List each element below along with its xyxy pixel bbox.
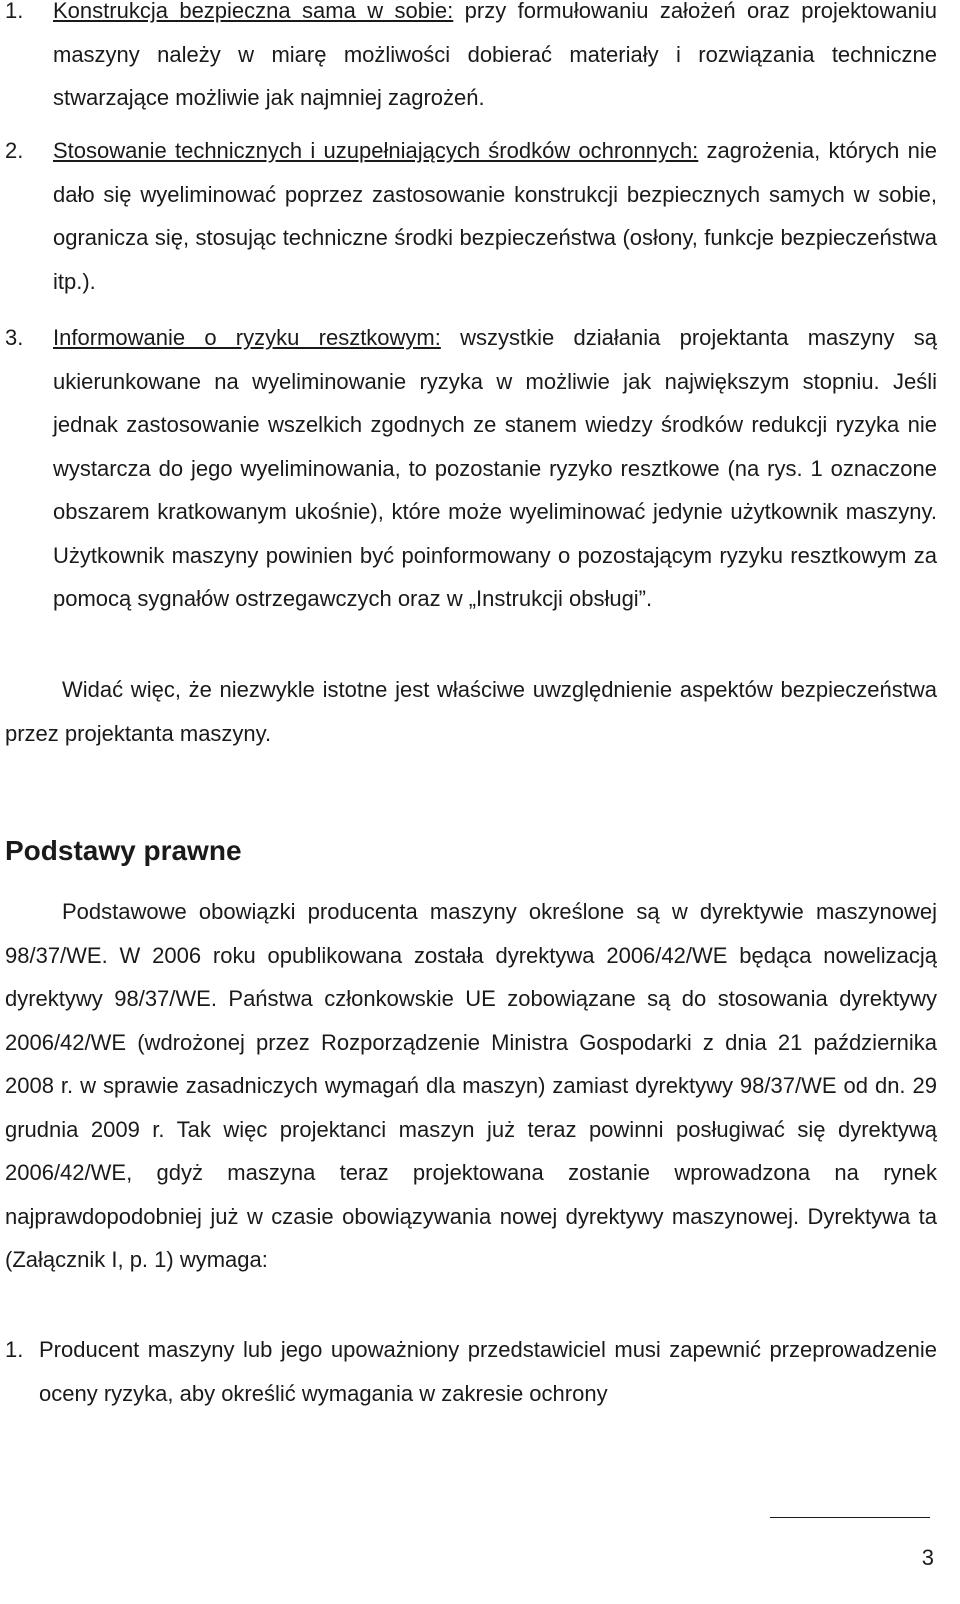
list-item-label: Stosowanie technicznych i uzupełniających środków ochronnych:: [53, 138, 699, 163]
list-item: [5, 316, 937, 621]
list-item-text: przy formułowaniu założeń oraz projektowaniu maszyny należy w miarę możliwości dobierać materiały i rozwiązania techniczne stwarzające możliwie jak najmniej zagrożeń.: [53, 0, 937, 110]
footer-rule: [770, 1517, 930, 1518]
list-number: 1.: [5, 1337, 24, 1362]
list-number: 1.: [5, 0, 24, 23]
list-item-label: Konstrukcja bezpieczna sama w sobie:: [53, 0, 454, 23]
page-number: 3: [921, 1545, 934, 1570]
paragraph-conclusion: Widać więc, że niezwykle istotne jest właściwe uwzględnienie aspektów bezpieczeństwa przez projektanta maszyny.: [5, 677, 937, 746]
list-number: 3.: [5, 325, 24, 350]
list-number: 2.: [5, 138, 24, 163]
section-heading: Podstawy prawne: [5, 835, 242, 866]
list-item-body: [53, 0, 937, 120]
list-item-text: Producent maszyny lub jego upoważniony przedstawiciel musi zapewnić przeprowadzenie oceny ryzyka, aby określić wymagania w zakresie ochrony: [39, 1337, 937, 1406]
list-item-text: zagrożenia, których nie dało się wyeliminować poprzez zastosowanie konstrukcji bezpiecznych samych w sobie, ogranicza się, stosując techniczne środki bezpieczeństwa (osłony, funkcje bezpieczeństwa itp.).: [53, 138, 938, 294]
list-item: [5, 1328, 937, 1415]
list-item-body: [53, 316, 937, 621]
list-item: [5, 129, 937, 303]
paragraph-legal-basis: Podstawowe obowiązki producenta maszyny określone są w dyrektywie maszynowej 98/37/WE. W 2006 roku opublikowana została dyrektywa 2006/42/WE będąca nowelizacją dyrektywy 98/37/WE. Państwa członkowskie UE zobowiązane są do stosowania dyrektywy 2006/42/WE (wdrożonej przez Rozporządzenie Ministra Gospodarki z dnia 21 października 2008 r. w sprawie zasadniczych wymagań dla maszyn) zamiast dyrektywy 98/37/WE od dn. 29 grudnia 2009 r. Tak więc projektanci maszyn już teraz powinni posługiwać się dyrektywą 2006/42/WE, gdyż maszyna teraz projektowana zostanie wprowadzona na rynek najprawdopodobniej już w czasie obowiązywania nowej dyrektywy maszynowej. Dyrektywa ta (Załącznik I, p. 1) wymaga:: [5, 899, 937, 1272]
list-item-label: Informowanie o ryzyku resztkowym:: [53, 325, 441, 350]
list-item-text: wszystkie działania projektanta maszyny są ukierunkowane na wyeliminowanie ryzyka w możliwie jak największym stopniu. Jeśli jednak zastosowanie wszelkich zgodnych ze stanem wiedzy środków redukcji ryzyka nie wystarcza do jego wyeliminowania, to pozostanie ryzyko resztkowe (na rys. 1 oznaczone obszarem kratkowanym ukośnie), które może wyeliminować jedynie użytkownik maszyny. Użytkownik maszyny powinien być poinformowany o pozostającym ryzyku resztkowym za pomocą sygnałów ostrzegawczych oraz w „Instrukcji obsługi”.: [53, 325, 937, 611]
list-item: [5, 0, 937, 120]
list-item-body: [53, 129, 937, 303]
